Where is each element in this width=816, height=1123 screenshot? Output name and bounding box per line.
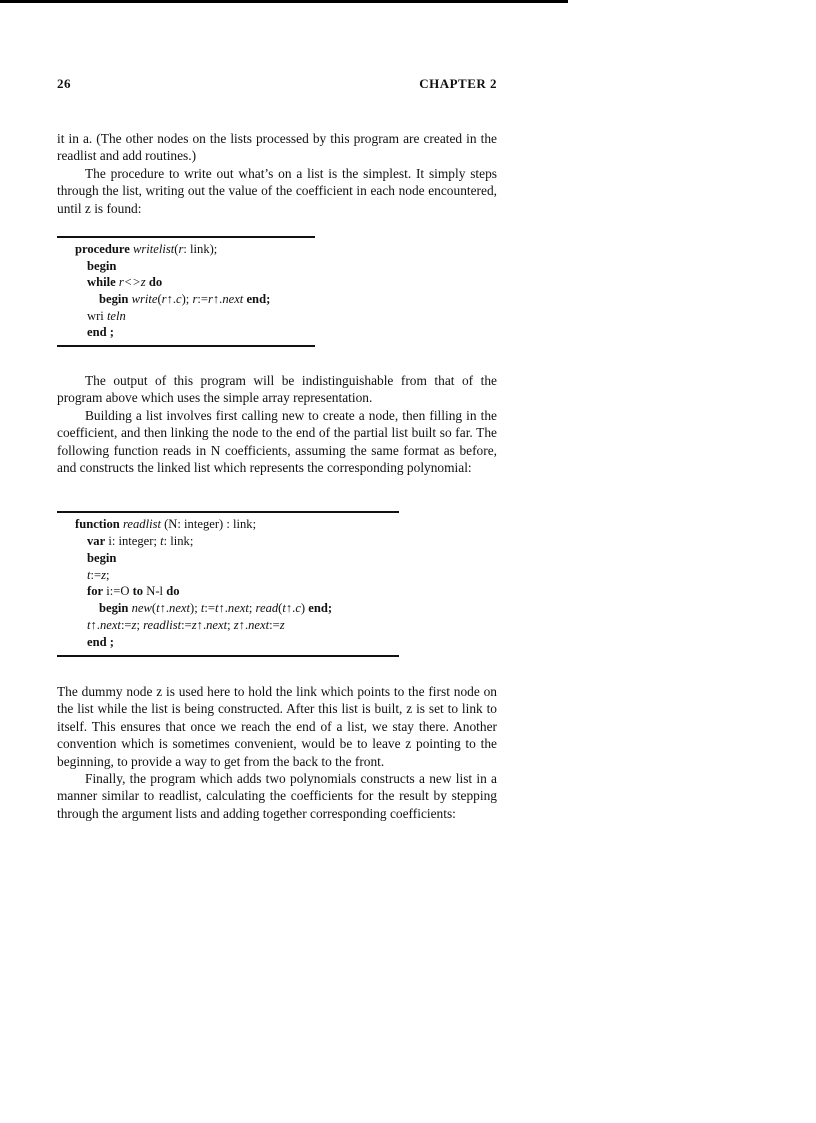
code-line: procedure writelist(r: link); [75, 242, 218, 256]
paragraph-2: The procedure to write out what’s on a list is the simplest. It simply steps through the list, writing out the value of the coefficient in each node encountered, until z is found: [57, 166, 497, 216]
code-line: end ; [87, 325, 114, 339]
code-rule-top [57, 511, 399, 513]
code-line: begin [87, 259, 117, 273]
code-block-readlist [57, 511, 402, 659]
code-line: end ; [87, 635, 114, 649]
code-line: function readlist (N: integer) : link; [75, 517, 257, 531]
paragraph-3: The output of this program will be indistinguishable from that of the program above which uses the simple array representation. [57, 373, 497, 406]
code-rule-bottom [57, 345, 315, 347]
top-rule [0, 0, 568, 3]
code-line: while r<>z do [87, 275, 163, 289]
code-rule-top [57, 236, 315, 238]
code-line: begin [87, 551, 117, 565]
paragraph-5: The dummy node z is used here to hold the link which points to the first node on the list while the list is being constructed. After this list is built, z is set to link to itself. This ensures that once we reach the end of a list, we stay there. Another convention which is sometimes convenient, would be to leave z pointing to the beginning, to provide a way to get from the back to the front. [57, 684, 497, 769]
paragraph-1: it in a. (The other nodes on the lists processed by this program are created in the readlist and add routines.) [57, 131, 497, 164]
code-line: for i:=O to N-l do [87, 584, 180, 598]
paragraph-6: Finally, the program which adds two polynomials constructs a new list in a manner similar to readlist, calculating the coefficients for the result by stepping through the argument lists and adding together corresponding coefficients: [57, 771, 497, 821]
code-line: begin write(r↑.c); r:=r↑.next end; [99, 292, 271, 306]
code-line: t:=z; [87, 568, 110, 582]
running-head [57, 76, 497, 92]
chapter-title: CHAPTER 2 [419, 76, 497, 91]
page-number: 26 [57, 76, 71, 91]
code-line: var i: integer; t: link; [87, 534, 194, 548]
paragraph-4: Building a list involves first calling new to create a node, then filling in the coefficient, and then linking the node to the end of the partial list built so far. The following function reads in N coefficients, assuming the same format as before, and constructs the linked list which represents the corresponding polynomial: [57, 408, 497, 476]
code-rule-bottom [57, 655, 399, 657]
code-line: t↑.next:=z; readlist:=z↑.next; z↑.next:=z [87, 618, 285, 632]
code-line: wri teln [87, 309, 126, 323]
code-line: begin new(t↑.next); t:=t↑.next; read(t↑.c) end; [99, 601, 333, 615]
code-block-writelist [57, 236, 317, 348]
